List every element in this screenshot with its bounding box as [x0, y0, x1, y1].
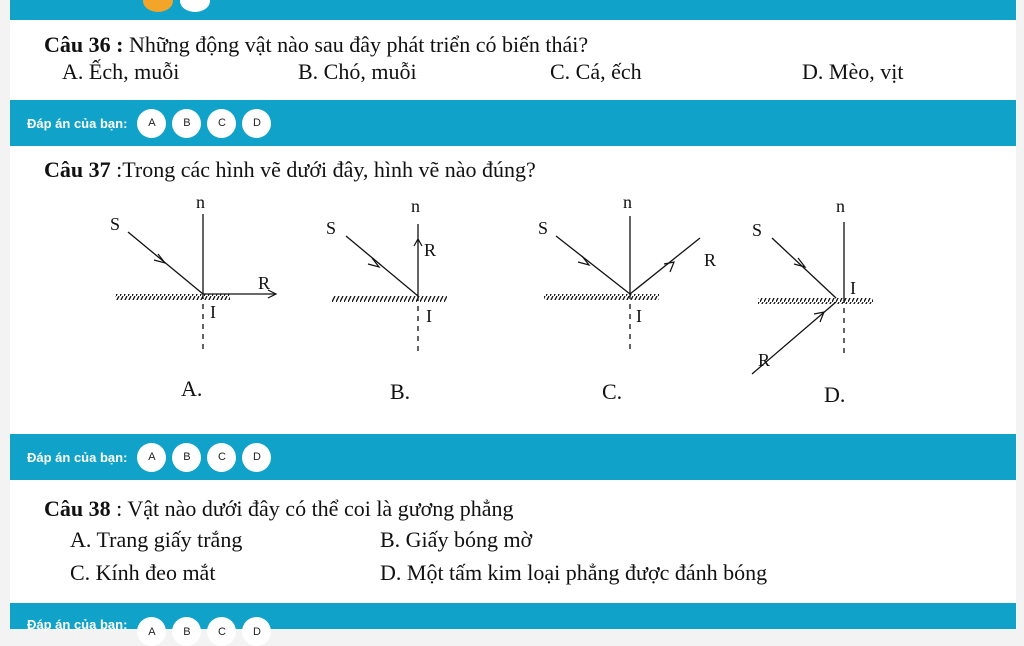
fig-d-label-n: n: [836, 196, 845, 216]
answer-b-button[interactable]: B: [172, 443, 201, 472]
q36-option-c: C. Cá, ếch: [550, 59, 642, 84]
answer-bar-38: [10, 603, 1016, 638]
answer-label: Đáp án của bạn:: [27, 115, 128, 131]
answer-label: Đáp án của bạn:: [27, 449, 128, 465]
answer-option-circle[interactable]: [180, 0, 210, 12]
fig-d-label-s: S: [752, 220, 763, 240]
fig-a-label-n: n: [196, 192, 205, 212]
fig-c-label-i: I: [636, 306, 642, 326]
question-38-card: [10, 480, 1016, 603]
fig-b-label-i: I: [426, 306, 432, 326]
fig-c-label-s: S: [538, 218, 549, 238]
answer-a-button[interactable]: A: [137, 617, 166, 646]
question-38-text: : Vật nào dưới đây có thể coi là gương phẳng: [116, 496, 514, 521]
answer-d-button[interactable]: D: [242, 617, 271, 646]
fig-b-label-n: n: [411, 196, 420, 216]
figure-b-caption: B.: [390, 379, 411, 404]
fig-c-label-n: n: [623, 192, 632, 212]
figure-b: [312, 194, 482, 369]
figure-a-caption: A.: [181, 376, 203, 401]
q36-option-a: A. Ếch, muỗi: [62, 59, 180, 84]
q36-option-d: D. Mèo, vịt: [802, 59, 904, 84]
fig-d-label-r: R: [758, 350, 771, 370]
answer-a-button[interactable]: A: [137, 443, 166, 472]
q36-option-b: B. Chó, muỗi: [298, 59, 417, 84]
question-37-title: [44, 157, 536, 183]
q38-option-c: C. Kính đeo mắt: [70, 560, 216, 585]
q38-option-d: D. Một tấm kim loại phẳng được đánh bóng: [380, 560, 768, 585]
q38-option-b: B. Giấy bóng mờ: [380, 527, 533, 552]
answer-b-button[interactable]: B: [172, 109, 201, 138]
answer-c-button[interactable]: C: [207, 617, 236, 646]
answer-d-button[interactable]: D: [242, 443, 271, 472]
question-36-card: [10, 20, 1016, 100]
fig-c-label-r: R: [704, 250, 717, 270]
question-37-text: :Trong các hình vẽ dưới đây, hình vẽ nào đúng?: [116, 157, 536, 182]
figure-d-caption: D.: [824, 382, 846, 407]
fig-a-label-r: R: [258, 273, 271, 293]
answer-c-button[interactable]: C: [207, 443, 236, 472]
figure-a: [100, 194, 290, 369]
q38-option-a: A. Trang giấy trắng: [70, 527, 243, 552]
question-37-number: Câu 37: [44, 157, 111, 182]
question-36-number: Câu 36 :: [44, 32, 124, 57]
answer-label: Đáp án của bạn:: [27, 617, 128, 632]
answer-c-button[interactable]: C: [207, 109, 236, 138]
question-37-card: [10, 146, 1016, 434]
question-38-title: [44, 496, 514, 522]
question-36-title: [44, 32, 588, 58]
fig-a-label-s: S: [110, 214, 121, 234]
answer-b-button[interactable]: B: [172, 617, 201, 646]
fig-a-label-i: I: [210, 302, 216, 322]
figure-c: [530, 194, 720, 369]
answer-a-button[interactable]: A: [137, 109, 166, 138]
answer-d-button[interactable]: D: [242, 109, 271, 138]
question-38-number: Câu 38: [44, 496, 111, 521]
answer-bar-36: [10, 100, 1016, 146]
selected-answer-circle[interactable]: [143, 0, 173, 12]
fig-d-label-i: I: [850, 278, 856, 298]
figure-d: [736, 194, 906, 399]
fig-b-label-s: S: [326, 218, 337, 238]
figure-c-caption: C.: [602, 379, 623, 404]
question-36-text: Những động vật nào sau đây phát triển có biến thái?: [128, 32, 589, 57]
answer-bar-37: [10, 434, 1016, 480]
top-answer-bar: [10, 0, 1016, 20]
fig-b-label-r: R: [424, 240, 437, 260]
